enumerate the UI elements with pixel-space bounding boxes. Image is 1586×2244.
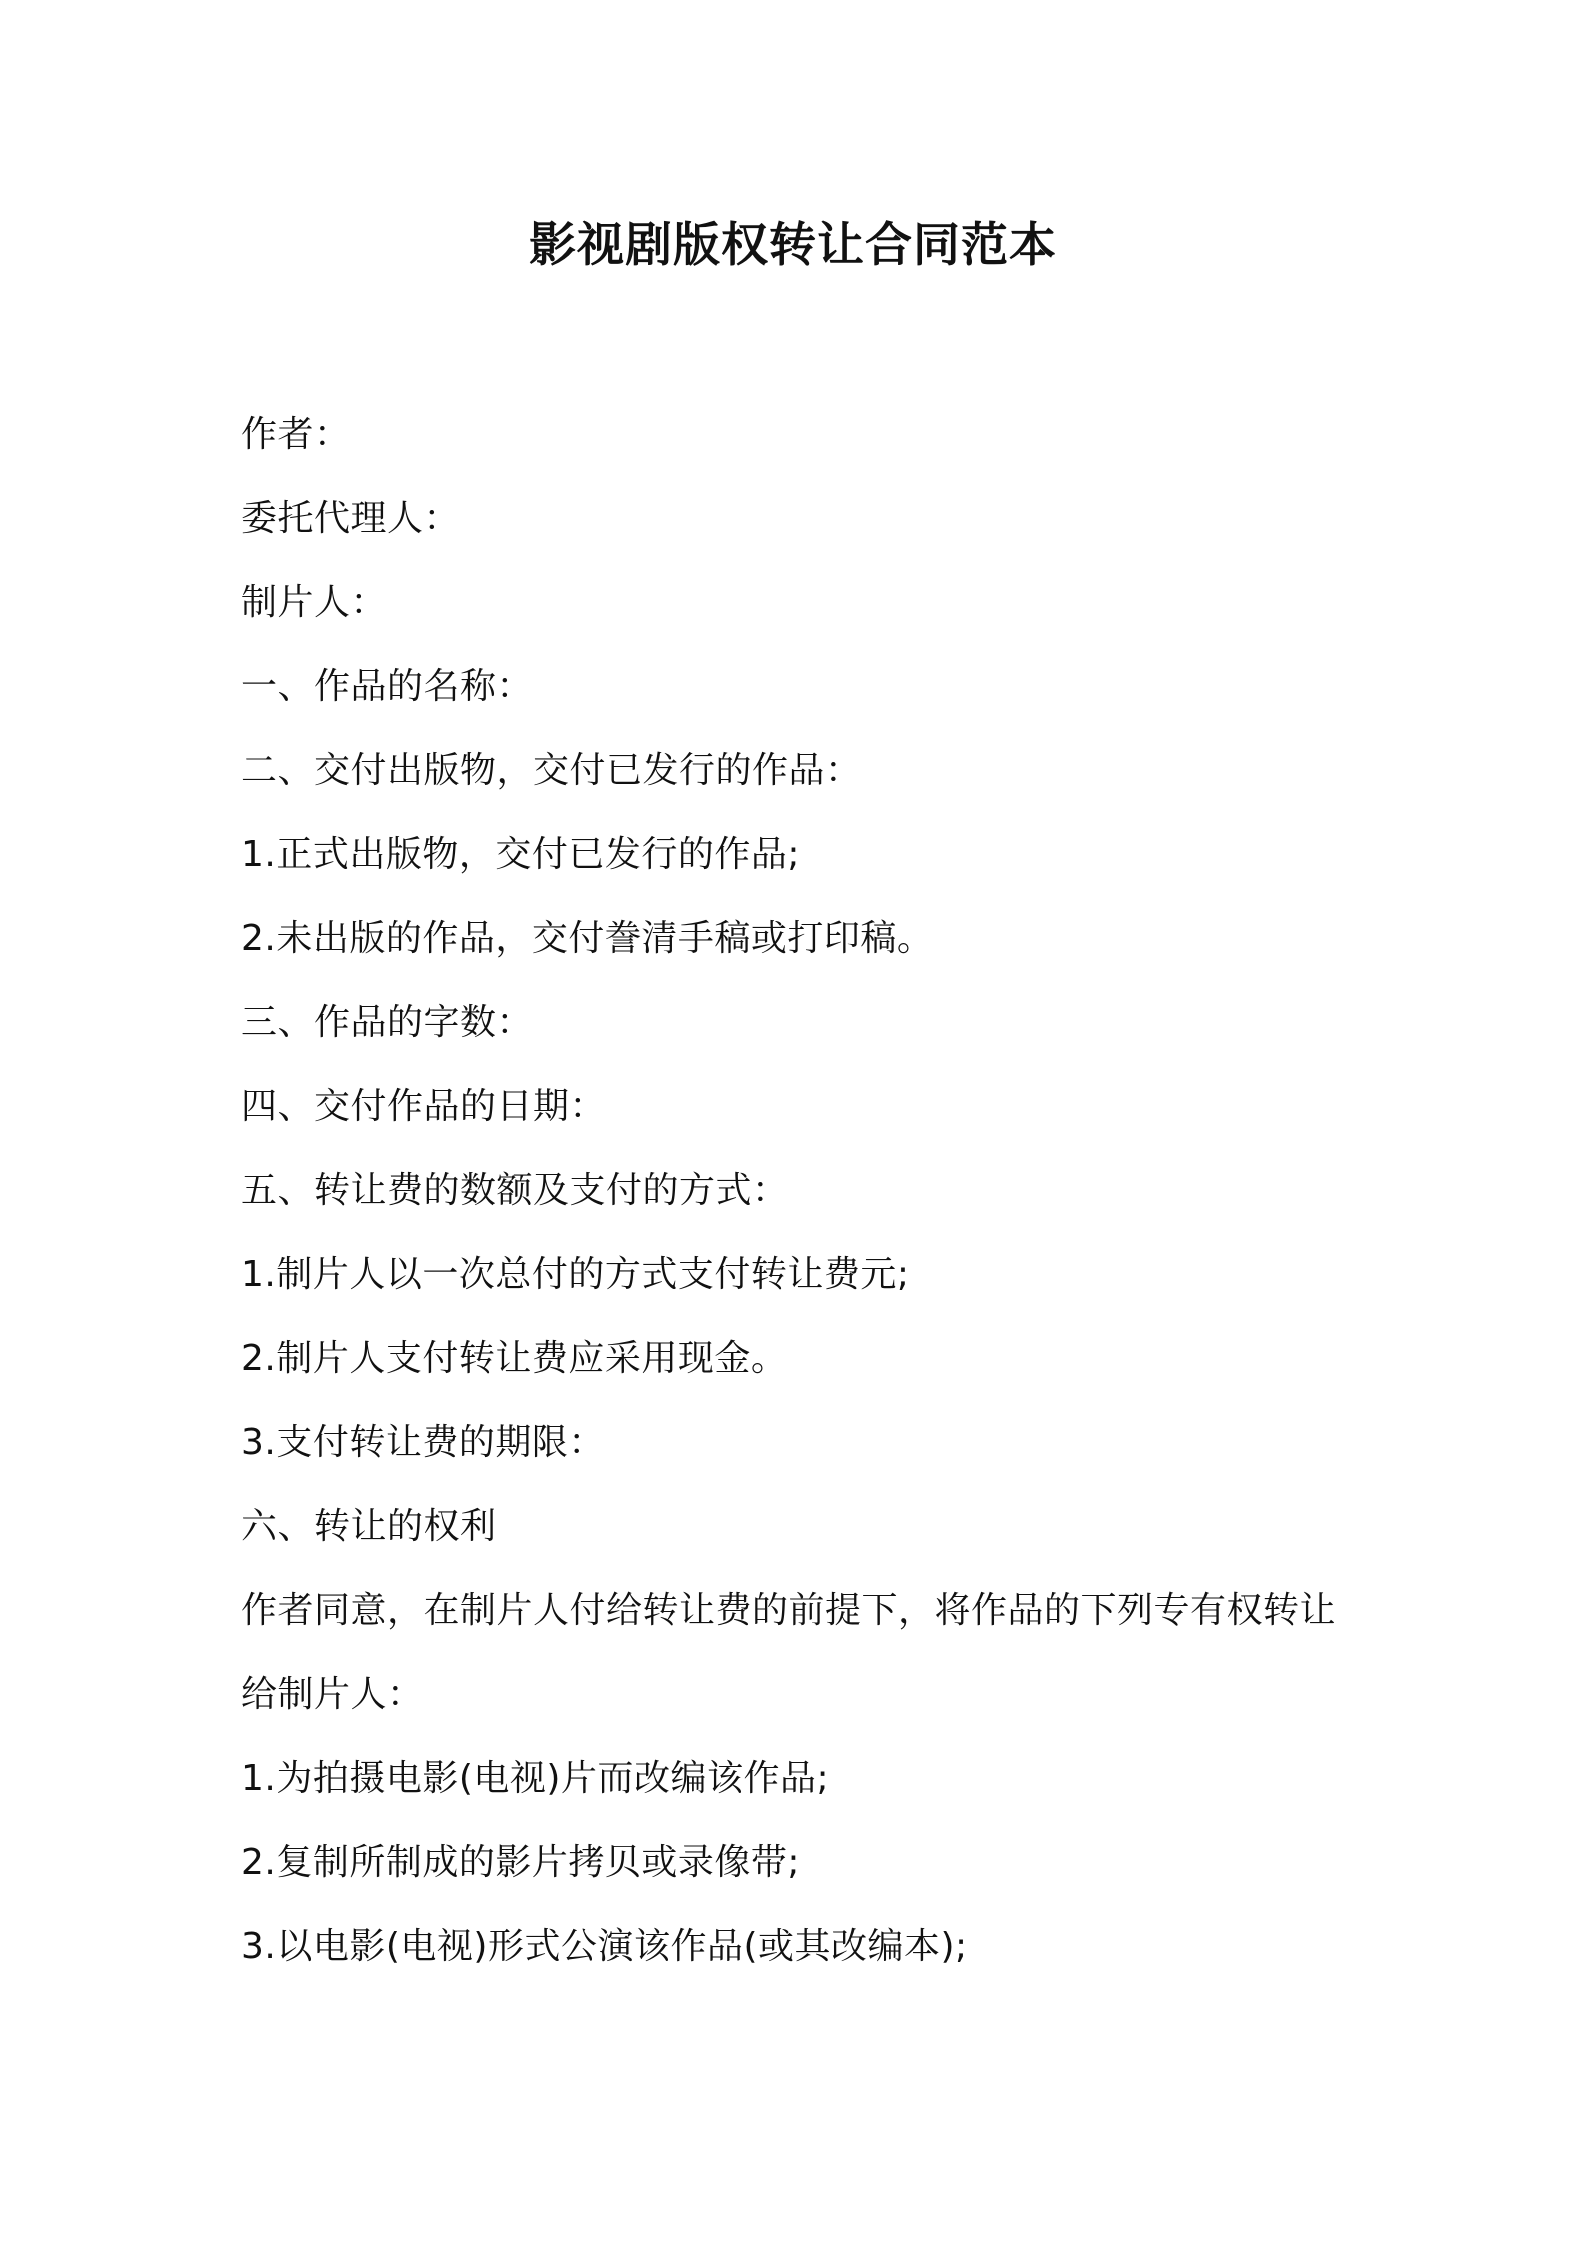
line-producer: 制片人：: [241, 582, 388, 623]
section-6-paragraph-line-1: 作者同意，在制片人付给转让费的前提下，将作品的下列专有权转让: [241, 1590, 1337, 1631]
line-agent: 委托代理人：: [241, 498, 461, 539]
document-title: 影视剧版权转让合同范本: [529, 218, 1057, 273]
section-5-item-3: 3.支付转让费的期限：: [241, 1422, 605, 1463]
section-5-item-1: 1.制片人以一次总付的方式支付转让费元;: [241, 1254, 910, 1295]
document-body: [241, 405, 1361, 2001]
section-5-fee: 五、转让费的数额及支付的方式：: [241, 1170, 789, 1211]
section-6-item-2: 2.复制所制成的影片拷贝或录像带;: [241, 1842, 800, 1883]
section-4-delivery-date: 四、交付作品的日期：: [241, 1086, 607, 1127]
section-6-item-3: 3.以电影(电视)形式公演该作品(或其改编本);: [241, 1926, 968, 1967]
section-6-rights: 六、转让的权利: [241, 1506, 497, 1547]
section-1-work-name: 一、作品的名称：: [241, 666, 534, 707]
section-6-paragraph-line-2: 给制片人：: [241, 1674, 424, 1715]
section-2-delivery: 二、交付出版物，交付已发行的作品：: [241, 750, 862, 791]
section-2-item-1: 1.正式出版物，交付已发行的作品;: [241, 834, 800, 875]
line-author: 作者：: [241, 414, 351, 455]
section-3-word-count: 三、作品的字数：: [241, 1002, 534, 1043]
section-6-item-1: 1.为拍摄电影(电视)片而改编该作品;: [241, 1758, 830, 1799]
section-5-item-2: 2.制片人支付转让费应采用现金。: [241, 1338, 788, 1379]
section-2-item-2: 2.未出版的作品，交付誊清手稿或打印稿。: [241, 918, 934, 959]
